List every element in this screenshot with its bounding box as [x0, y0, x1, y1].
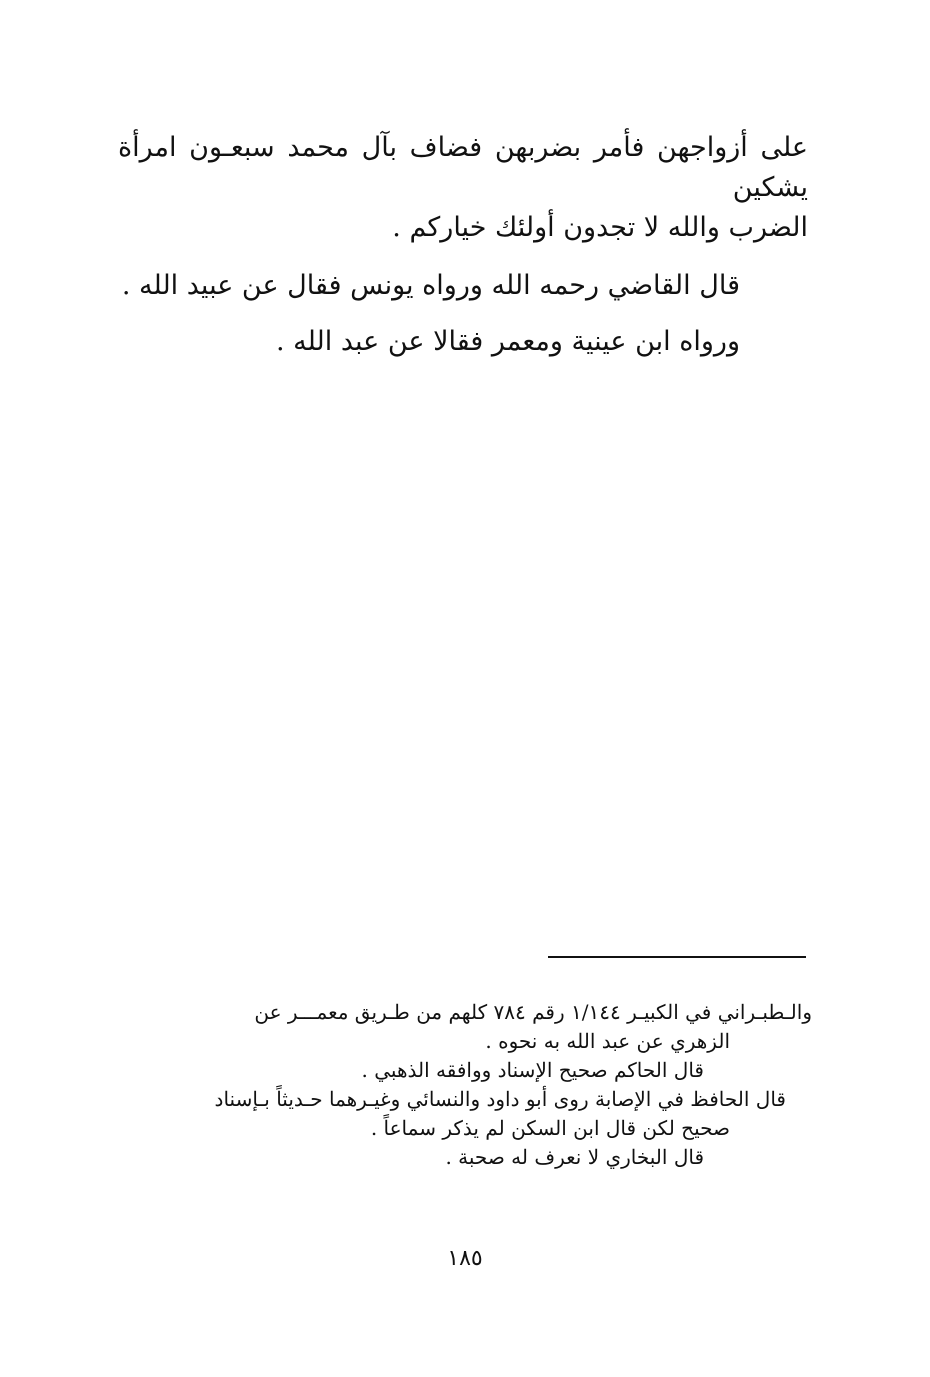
page-number: ١٨٥ [447, 1246, 483, 1271]
paragraph-1 [118, 128, 808, 248]
paragraph-1-line-1: على أزواجهن فأمر بضربهن فضاف بآل محمد سبعـون امرأة يشكين [118, 132, 808, 203]
footnote-line: صحيح لكن قال ابن السكن لم يذكر سماعاً . [370, 1116, 730, 1140]
footnotes [118, 998, 812, 1172]
footnote-line: قال الحافظ في الإصابة روى أبو داود والنسائي وغيـرهما حـديثاً بـإسناد [214, 1087, 786, 1111]
paragraph-1-line-2: الضرب والله لا تجدون أولئك خياركم . [392, 212, 808, 243]
footnote-line: الزهري عن عبد الله به نحوه . [485, 1029, 730, 1053]
footnote-line: قال البخاري لا نعرف له صحبة . [445, 1145, 704, 1169]
footnote-separator [548, 956, 806, 958]
paragraph-3: ورواه ابن عينية ومعمر فقالا عن عبد الله . [275, 326, 740, 357]
footnote-line: قال الحاكم صحيح الإسناد ووافقه الذهبي . [361, 1058, 704, 1082]
footnote-line: والـطبـراني في الكبيـر ١/١٤٤ رقم ٧٨٤ كلهم من طـريق معمـــر عن [254, 1000, 812, 1024]
paragraph-2: قال القاضي رحمه الله ورواه يونس فقال عن عبيد الله . [121, 270, 740, 301]
main-text [118, 128, 808, 362]
